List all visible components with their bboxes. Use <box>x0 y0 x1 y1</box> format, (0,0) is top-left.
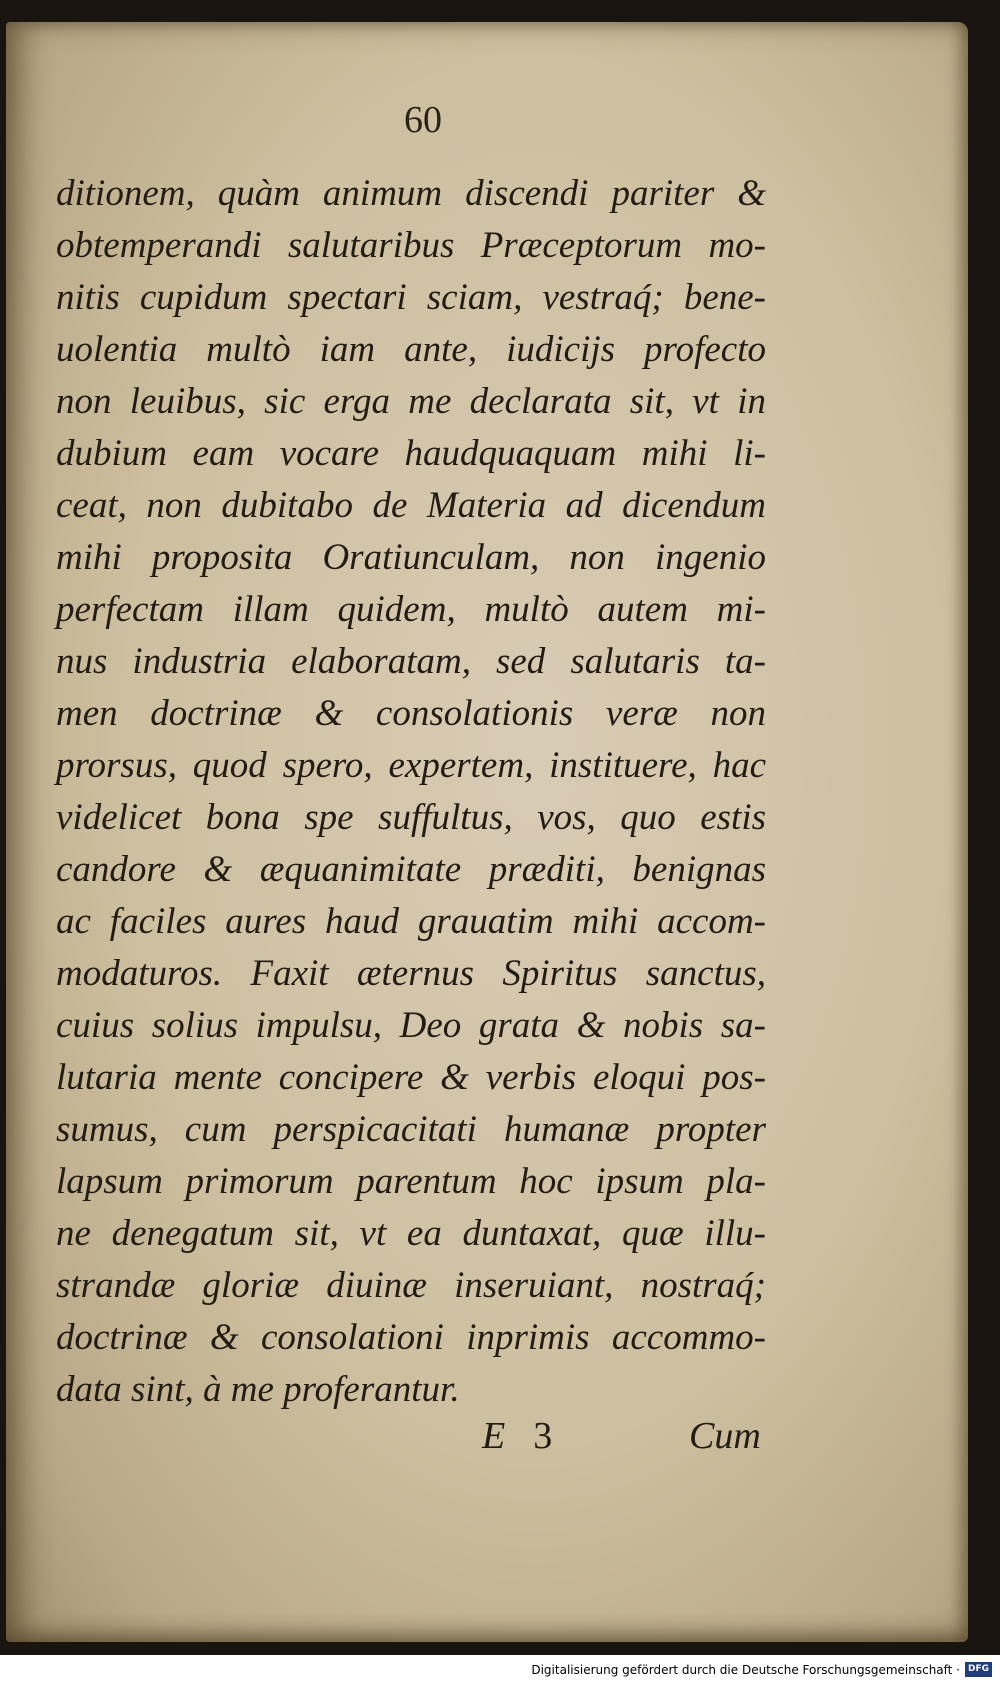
text-line: ne denegatum sit, vt ea duntaxat, quæ illu- <box>56 1213 766 1254</box>
text-line: candore & æquanimitate præditi, benignas <box>56 849 766 890</box>
text-line: nus industria elaboratam, sed salutaris ta- <box>56 641 766 682</box>
text-line: ac faciles aures haud grauatim mihi accom- <box>56 901 766 942</box>
text-line: dubium eam vocare haudquaquam mihi li- <box>56 433 766 474</box>
text-line: ceat, non dubitabo de Materia ad dicendum <box>56 485 766 526</box>
text-line: nitis cupidum spectari sciam, vestraq́; bene- <box>56 277 766 318</box>
text-line: mihi proposita Oratiunculam, non ingenio <box>56 537 766 578</box>
catchword: Cum <box>689 1415 761 1457</box>
text-line: lapsum primorum parentum hoc ipsum pla- <box>56 1161 766 1202</box>
text-line: strandæ gloriæ diuinæ inseruiant, nostraq́; <box>56 1265 766 1306</box>
signature-number: 3 <box>533 1415 553 1457</box>
signature-mark <box>482 1414 552 1458</box>
page-number: 60 <box>404 99 442 141</box>
signature-letter: E <box>482 1415 506 1457</box>
text-line: non leuibus, sic erga me declarata sit, vt in <box>56 381 766 422</box>
text-line: perfectam illam quidem, multò autem mi- <box>56 589 766 630</box>
body-text <box>56 168 766 1416</box>
text-line: men doctrinæ & consolationis veræ non <box>56 693 766 734</box>
text-line: videlicet bona spe suffultus, vos, quo estis <box>56 797 766 838</box>
text-line: sumus, cum perspicacitati humanæ propter <box>56 1109 766 1150</box>
text-line: prorsus, quod spero, expertem, instituere, hac <box>56 745 766 786</box>
text-line: obtemperandi salutaribus Præceptorum mo- <box>56 225 766 266</box>
text-line: doctrinæ & consolationi inprimis accommo- <box>56 1317 766 1358</box>
text-line: ditionem, quàm animum discendi pariter & <box>56 173 766 214</box>
text-line: modaturos. Faxit æternus Spiritus sanctus, <box>56 953 766 994</box>
funding-credit: Digitalisierung gefördert durch die Deutsche Forschungsgemeinschaft · <box>531 1663 960 1677</box>
dfg-logo: DFG <box>965 1662 992 1677</box>
text-line: lutaria mente concipere & verbis eloqui pos- <box>56 1057 766 1098</box>
text-line: data sint, à me proferantur. <box>56 1369 460 1410</box>
text-line: uolentia multò iam ante, iudicijs profecto <box>56 329 766 370</box>
text-line: cuius solius impulsu, Deo grata & nobis sa- <box>56 1005 766 1046</box>
book-page <box>6 22 968 1642</box>
